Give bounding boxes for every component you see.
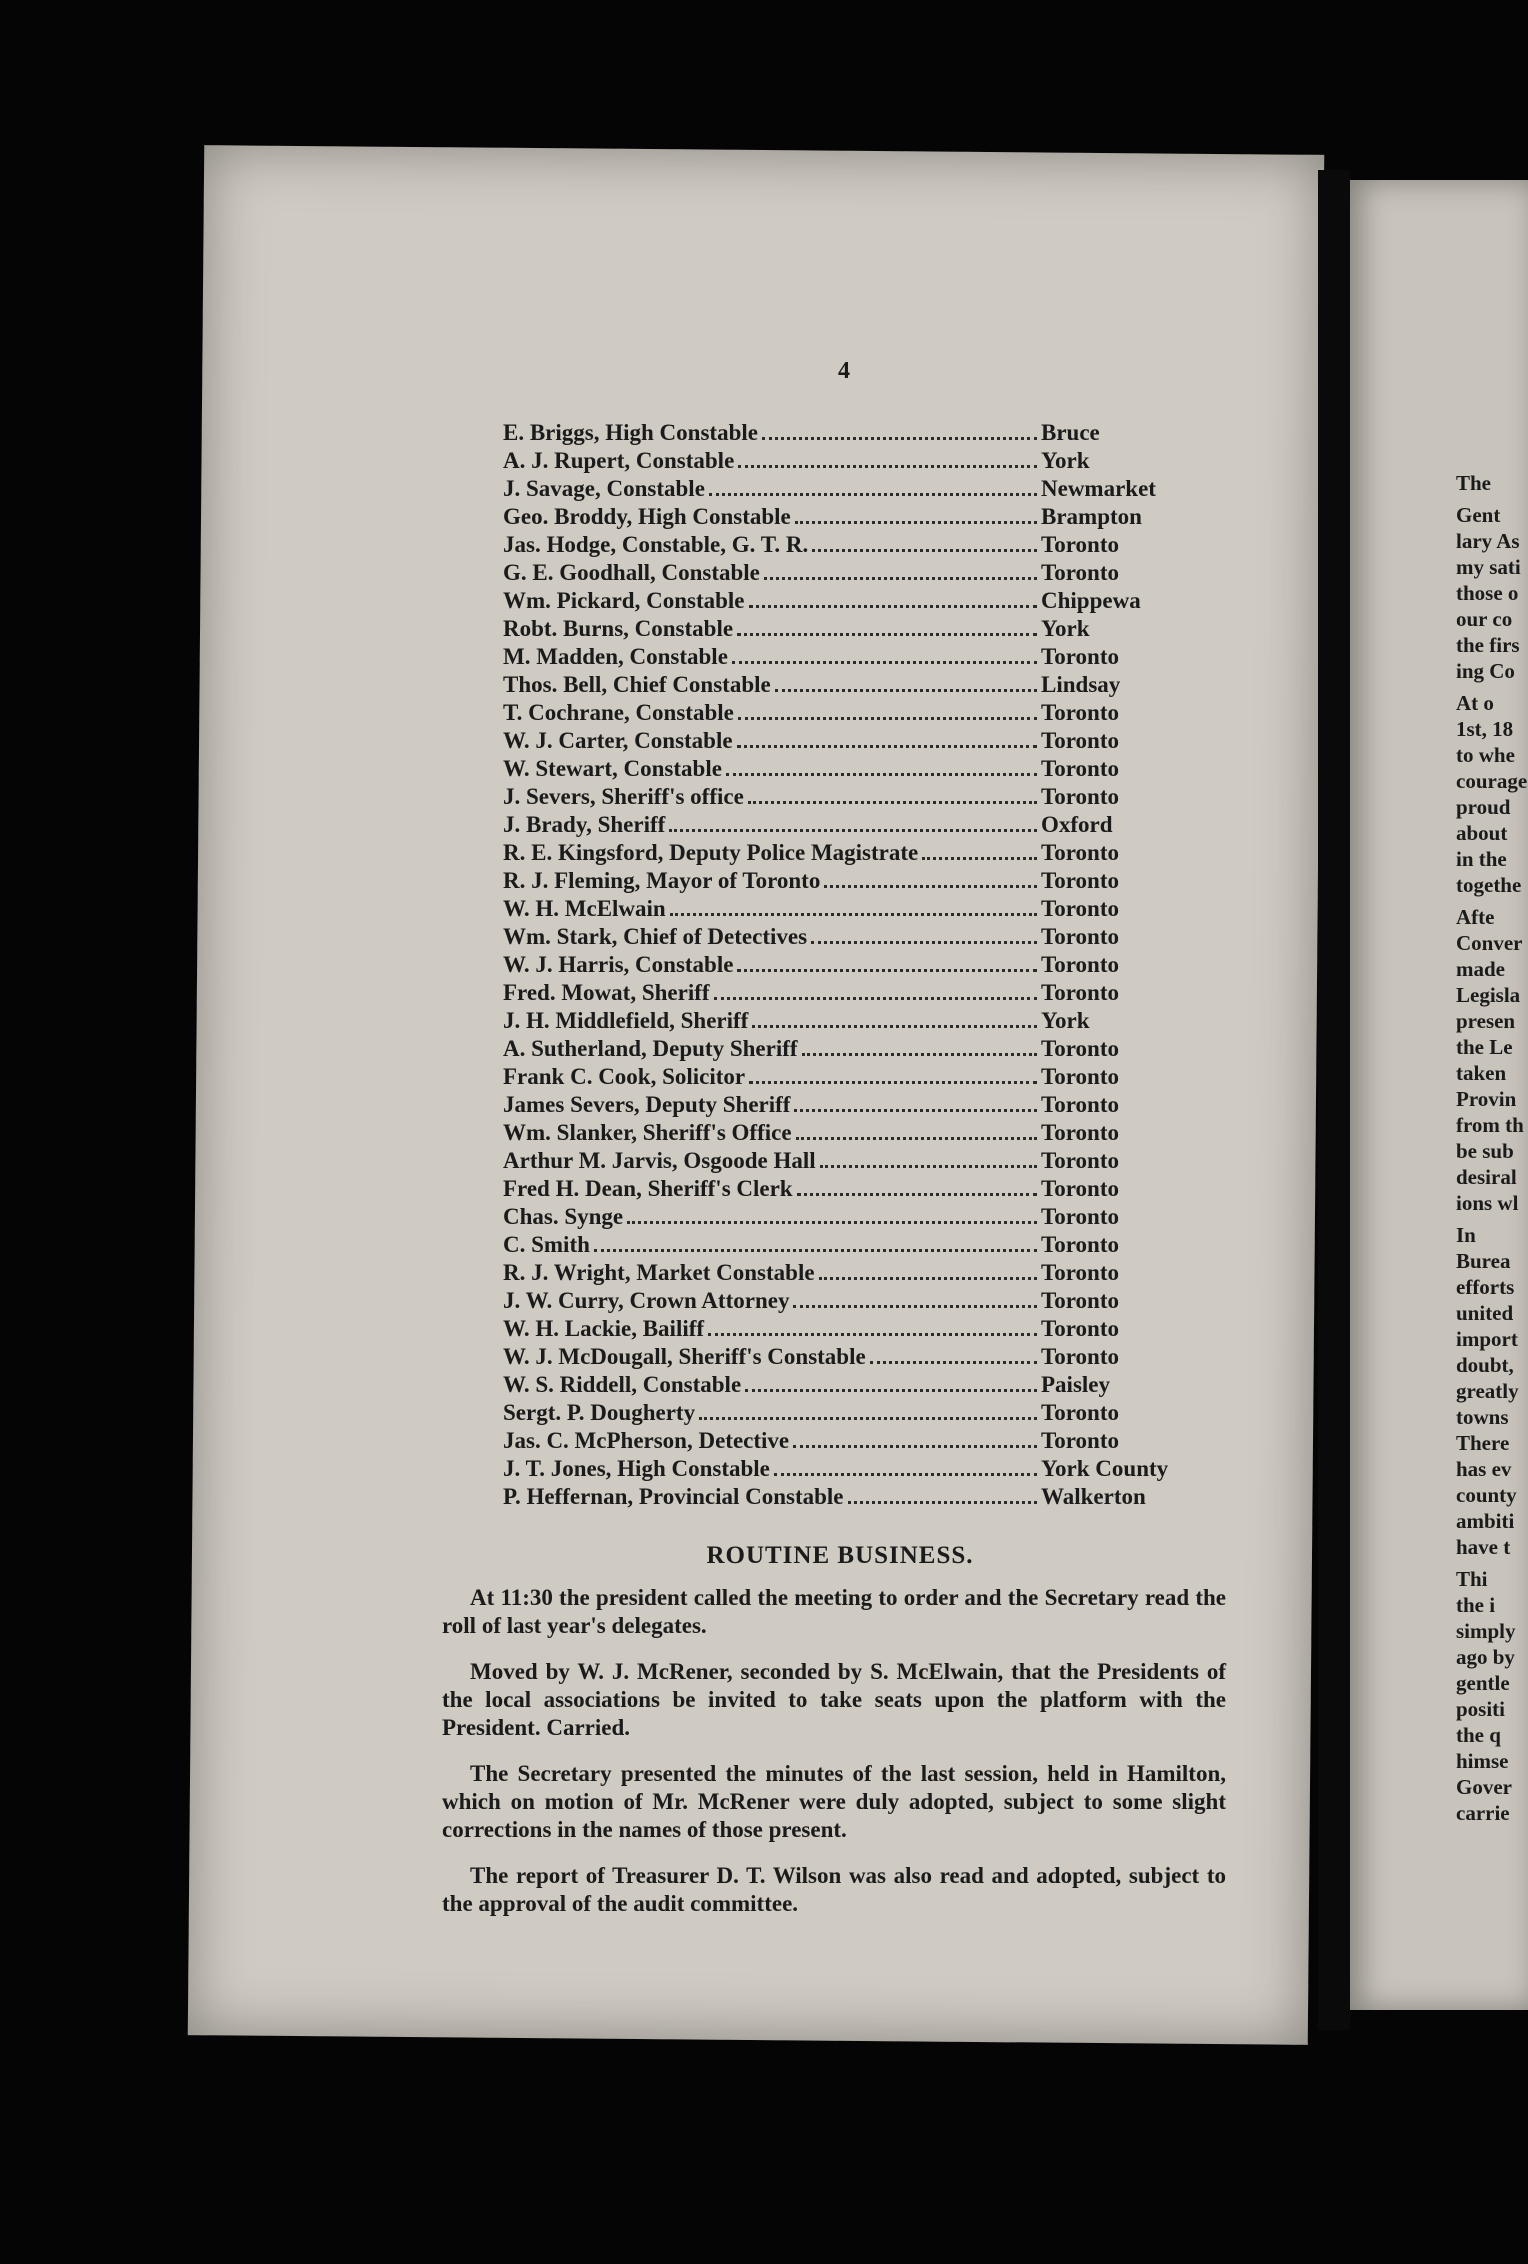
attendee-row: [503, 616, 1183, 644]
leader-dots: [709, 493, 1037, 496]
facing-page-line: Provin: [1456, 1087, 1517, 1111]
facing-page-line: have t: [1456, 1535, 1511, 1559]
attendee-row: [503, 952, 1183, 980]
attendee-row: [503, 1148, 1183, 1176]
attendee-name: J. W. Curry, Crown Attorney: [503, 1288, 790, 1313]
facing-page-line: Gover: [1456, 1775, 1512, 1799]
attendee-name: M. Madden, Constable: [503, 644, 728, 669]
attendee-row: [503, 1176, 1183, 1204]
attendee-row: [503, 784, 1183, 812]
attendee-name: J. H. Middlefield, Sheriff: [503, 1008, 749, 1033]
attendee-name: W. Stewart, Constable: [503, 756, 722, 781]
leader-dots: [762, 437, 1037, 440]
facing-page-line: simply: [1456, 1619, 1516, 1643]
attendee-row: [503, 1372, 1183, 1400]
section-heading: ROUTINE BUSINESS.: [706, 1542, 974, 1569]
attendee-place: Toronto: [1041, 728, 1119, 753]
leader-dots: [737, 969, 1037, 972]
attendee-name: Robt. Burns, Constable: [503, 616, 734, 641]
attendee-row: [503, 812, 1183, 840]
attendee-place: Brampton: [1041, 504, 1142, 529]
facing-page-line: import: [1456, 1327, 1518, 1351]
leader-dots: [796, 1137, 1037, 1140]
facing-page-line: togethe: [1456, 873, 1522, 897]
facing-page-line: The: [1456, 471, 1492, 495]
attendee-place: Toronto: [1041, 840, 1119, 865]
attendee-place: Bruce: [1041, 420, 1100, 445]
attendee-place: Toronto: [1041, 1148, 1119, 1173]
facing-page-line: courage: [1456, 769, 1528, 793]
attendee-row: [503, 1204, 1183, 1232]
page-number: 4: [838, 358, 850, 384]
attendee-place: Toronto: [1041, 1260, 1119, 1285]
facing-page-line: presen: [1456, 1009, 1516, 1033]
attendee-name: James Severs, Deputy Sheriff: [503, 1092, 791, 1117]
attendee-place: Toronto: [1041, 1288, 1119, 1313]
attendee-row: [503, 1288, 1183, 1316]
paragraph: Moved by W. J. McRener, seconded by S. McElwain, that the Presidents of the local associations be invited to take seats upon the platform with the President. Carried.: [442, 1659, 1226, 1740]
leader-dots: [714, 997, 1037, 1000]
attendee-row: [503, 840, 1183, 868]
attendee-name: Fred H. Dean, Sheriff's Clerk: [503, 1176, 793, 1201]
facing-page-line: himse: [1456, 1749, 1509, 1773]
facing-page-line: the i: [1456, 1593, 1496, 1617]
attendee-name: W. H. Lackie, Bailiff: [503, 1316, 705, 1341]
facing-page-line: At o: [1456, 691, 1494, 715]
attendee-row: [503, 980, 1183, 1008]
attendee-name: A. Sutherland, Deputy Sheriff: [503, 1036, 798, 1061]
facing-page-line: towns: [1456, 1405, 1509, 1429]
facing-page-line: my sati: [1456, 555, 1521, 579]
facing-page-line: ago by: [1456, 1645, 1515, 1669]
facing-page-line: ing Co: [1456, 659, 1515, 683]
facing-page-line: in the: [1456, 847, 1507, 871]
attendee-row: [503, 1316, 1183, 1344]
attendee-list: [503, 420, 1183, 1512]
attendee-row: [503, 672, 1183, 700]
attendee-name: R. J. Wright, Market Constable: [503, 1260, 815, 1285]
leader-dots: [748, 801, 1037, 804]
attendee-place: Chippewa: [1041, 588, 1141, 613]
leader-dots: [670, 913, 1037, 916]
attendee-row: [503, 532, 1183, 560]
attendee-row: [503, 1064, 1183, 1092]
attendee-place: Toronto: [1041, 1232, 1119, 1257]
attendee-row: [503, 448, 1183, 476]
attendee-place: York County: [1041, 1456, 1169, 1481]
leader-dots: [708, 1333, 1037, 1336]
attendee-row: [503, 700, 1183, 728]
facing-page-line: has ev: [1456, 1457, 1512, 1481]
leader-dots: [793, 1445, 1037, 1448]
attendee-row: [503, 1092, 1183, 1120]
facing-page-line: lary As: [1456, 529, 1520, 553]
attendee-name: P. Heffernan, Provincial Constable: [503, 1484, 844, 1509]
facing-page-line: In: [1456, 1223, 1476, 1247]
minutes-body: [442, 1584, 1226, 1936]
attendee-place: Newmarket: [1041, 476, 1156, 501]
paragraph: At 11:30 the president called the meeting to order and the Secretary read the roll of last year's delegates.: [442, 1585, 1226, 1638]
facing-page-line: ambiti: [1456, 1509, 1515, 1533]
attendee-name: Frank C. Cook, Solicitor: [503, 1064, 746, 1089]
attendee-place: Walkerton: [1041, 1484, 1146, 1509]
leader-dots: [738, 717, 1037, 720]
book-gutter: [1318, 170, 1350, 2030]
facing-page-line: gentle: [1456, 1671, 1510, 1695]
facing-page-line: proud: [1456, 795, 1511, 819]
attendee-row: [503, 924, 1183, 952]
attendee-name: R. J. Fleming, Mayor of Toronto: [503, 868, 821, 893]
attendee-place: Toronto: [1041, 560, 1119, 585]
attendee-name: R. E. Kingsford, Deputy Police Magistrate: [503, 840, 919, 865]
attendee-place: Toronto: [1041, 532, 1119, 557]
attendee-name: A. J. Rupert, Constable: [503, 448, 735, 473]
attendee-row: [503, 868, 1183, 896]
attendee-name: Sergt. P. Dougherty: [503, 1400, 696, 1425]
attendee-place: Toronto: [1041, 700, 1119, 725]
attendee-place: York: [1041, 448, 1090, 473]
facing-page-line: Conver: [1456, 931, 1523, 955]
leader-dots: [749, 1081, 1037, 1084]
leader-dots: [737, 745, 1037, 748]
attendee-row: [503, 756, 1183, 784]
leader-dots: [811, 941, 1037, 944]
attendee-row: [503, 560, 1183, 588]
attendee-place: Toronto: [1041, 1400, 1119, 1425]
leader-dots: [752, 1025, 1037, 1028]
leader-dots: [627, 1221, 1037, 1224]
facing-page-line: be sub: [1456, 1139, 1514, 1163]
attendee-place: Toronto: [1041, 1176, 1119, 1201]
facing-page-line: ions wl: [1456, 1191, 1519, 1215]
attendee-name: Fred. Mowat, Sheriff: [503, 980, 710, 1005]
attendee-name: J. Brady, Sheriff: [503, 812, 666, 837]
facing-page-line: from th: [1456, 1113, 1524, 1137]
facing-page-line: the Le: [1456, 1035, 1513, 1059]
attendee-name: E. Briggs, High Constable: [503, 420, 758, 445]
facing-page-text: [1456, 470, 1528, 1826]
leader-dots: [802, 1053, 1037, 1056]
attendee-row: [503, 1428, 1183, 1456]
attendee-name: W. S. Riddell, Constable: [503, 1372, 742, 1397]
leader-dots: [669, 829, 1037, 832]
attendee-name: J. Savage, Constable: [503, 476, 705, 501]
facing-page-line: county: [1456, 1483, 1517, 1507]
attendee-row: [503, 1260, 1183, 1288]
attendee-place: Toronto: [1041, 1344, 1119, 1369]
attendee-name: G. E. Goodhall, Constable: [503, 560, 760, 585]
attendee-name: Thos. Bell, Chief Constable: [503, 672, 771, 697]
facing-page-line: made: [1456, 957, 1505, 981]
attendee-place: Lindsay: [1041, 672, 1121, 697]
facing-page-line: Legisla: [1456, 983, 1521, 1007]
facing-page-line: There: [1456, 1431, 1510, 1455]
attendee-name: Wm. Pickard, Constable: [503, 588, 745, 613]
leader-dots: [749, 605, 1038, 608]
attendee-name: Geo. Broddy, High Constable: [503, 504, 791, 529]
attendee-row: [503, 644, 1183, 672]
attendee-name: J. T. Jones, High Constable: [503, 1456, 770, 1481]
facing-page-line: about: [1456, 821, 1508, 845]
leader-dots: [737, 633, 1037, 636]
leader-dots: [824, 885, 1037, 888]
leader-dots: [732, 661, 1037, 664]
facing-page-line: carrie: [1456, 1801, 1510, 1825]
attendee-name: W. J. Carter, Constable: [503, 728, 733, 753]
leader-dots: [774, 1473, 1037, 1476]
leader-dots: [819, 1277, 1037, 1280]
leader-dots: [745, 1389, 1037, 1392]
leader-dots: [820, 1165, 1037, 1168]
attendee-place: York: [1041, 616, 1090, 641]
attendee-place: Toronto: [1041, 756, 1119, 781]
facing-page-line: our co: [1456, 607, 1513, 631]
attendee-name: W. J. McDougall, Sheriff's Constable: [503, 1344, 866, 1369]
leader-dots: [594, 1249, 1037, 1252]
leader-dots: [795, 521, 1037, 524]
attendee-place: Toronto: [1041, 952, 1119, 977]
attendee-place: Toronto: [1041, 924, 1119, 949]
attendee-place: Toronto: [1041, 980, 1119, 1005]
attendee-name: C. Smith: [503, 1232, 590, 1257]
attendee-place: Toronto: [1041, 644, 1119, 669]
attendee-name: Wm. Stark, Chief of Detectives: [503, 924, 808, 949]
attendee-row: [503, 476, 1183, 504]
attendee-row: [503, 504, 1183, 532]
attendee-place: Toronto: [1041, 868, 1119, 893]
attendee-name: Wm. Slanker, Sheriff's Office: [503, 1120, 792, 1145]
facing-page-line: positi: [1456, 1697, 1506, 1721]
attendee-row: [503, 1008, 1183, 1036]
paragraph: The report of Treasurer D. T. Wilson was also read and adopted, subject to the approval of the audit committee.: [442, 1863, 1226, 1916]
attendee-row: [503, 420, 1183, 448]
leader-dots: [738, 465, 1037, 468]
attendee-row: [503, 1456, 1183, 1484]
attendee-place: Toronto: [1041, 1036, 1119, 1061]
facing-page-line: Thi: [1456, 1567, 1488, 1591]
facing-page-line: to whe: [1456, 743, 1515, 767]
leader-dots: [922, 857, 1037, 860]
attendee-place: Toronto: [1041, 1428, 1119, 1453]
attendee-row: [503, 1120, 1183, 1148]
attendee-name: Arthur M. Jarvis, Osgoode Hall: [503, 1148, 816, 1173]
facing-page-line: the firs: [1456, 633, 1520, 657]
attendee-row: [503, 728, 1183, 756]
attendee-place: Toronto: [1041, 1120, 1119, 1145]
attendee-name: W. J. Harris, Constable: [503, 952, 734, 977]
attendee-place: Toronto: [1041, 1064, 1119, 1089]
paragraph: The Secretary presented the minutes of the last session, held in Hamilton, which on motion of Mr. McRener were duly adopted, subject to some slight corrections in the names of those present.: [442, 1761, 1226, 1842]
leader-dots: [775, 689, 1037, 692]
facing-page-line: the q: [1456, 1723, 1501, 1747]
attendee-name: Chas. Synge: [503, 1204, 624, 1229]
attendee-row: [503, 1232, 1183, 1260]
attendee-row: [503, 1344, 1183, 1372]
facing-page-line: 1st, 18: [1456, 717, 1514, 741]
attendee-row: [503, 1400, 1183, 1428]
facing-page-line: desiral: [1456, 1165, 1517, 1189]
leader-dots: [797, 1193, 1037, 1196]
facing-page-line: Burea: [1456, 1249, 1511, 1273]
facing-page-line: united: [1456, 1301, 1514, 1325]
attendee-place: Toronto: [1041, 896, 1119, 921]
attendee-place: Toronto: [1041, 1316, 1119, 1341]
attendee-name: Jas. Hodge, Constable, G. T. R.: [503, 532, 809, 557]
attendee-name: W. H. McElwain: [503, 896, 666, 921]
leader-dots: [726, 773, 1037, 776]
leader-dots: [812, 549, 1037, 552]
attendee-name: T. Cochrane, Constable: [503, 700, 734, 725]
facing-page-line: taken: [1456, 1061, 1507, 1085]
leader-dots: [699, 1417, 1037, 1420]
facing-page-line: greatly: [1456, 1379, 1519, 1403]
attendee-place: Oxford: [1041, 812, 1113, 837]
leader-dots: [764, 577, 1037, 580]
attendee-place: York: [1041, 1008, 1090, 1033]
attendee-place: Paisley: [1041, 1372, 1110, 1397]
attendee-row: [503, 588, 1183, 616]
attendee-row: [503, 1484, 1183, 1512]
leader-dots: [794, 1109, 1037, 1112]
facing-page-line: doubt,: [1456, 1353, 1514, 1377]
attendee-place: Toronto: [1041, 784, 1119, 809]
leader-dots: [870, 1361, 1037, 1364]
facing-page-line: those o: [1456, 581, 1519, 605]
facing-page-line: efforts: [1456, 1275, 1515, 1299]
attendee-row: [503, 896, 1183, 924]
facing-page-line: Afte: [1456, 905, 1495, 929]
attendee-place: Toronto: [1041, 1204, 1119, 1229]
leader-dots: [848, 1501, 1037, 1504]
attendee-place: Toronto: [1041, 1092, 1119, 1117]
facing-page-line: Gent: [1456, 503, 1501, 527]
attendee-name: J. Severs, Sheriff's office: [503, 784, 744, 809]
attendee-name: Jas. C. McPherson, Detective: [503, 1428, 790, 1453]
attendee-row: [503, 1036, 1183, 1064]
leader-dots: [793, 1305, 1037, 1308]
